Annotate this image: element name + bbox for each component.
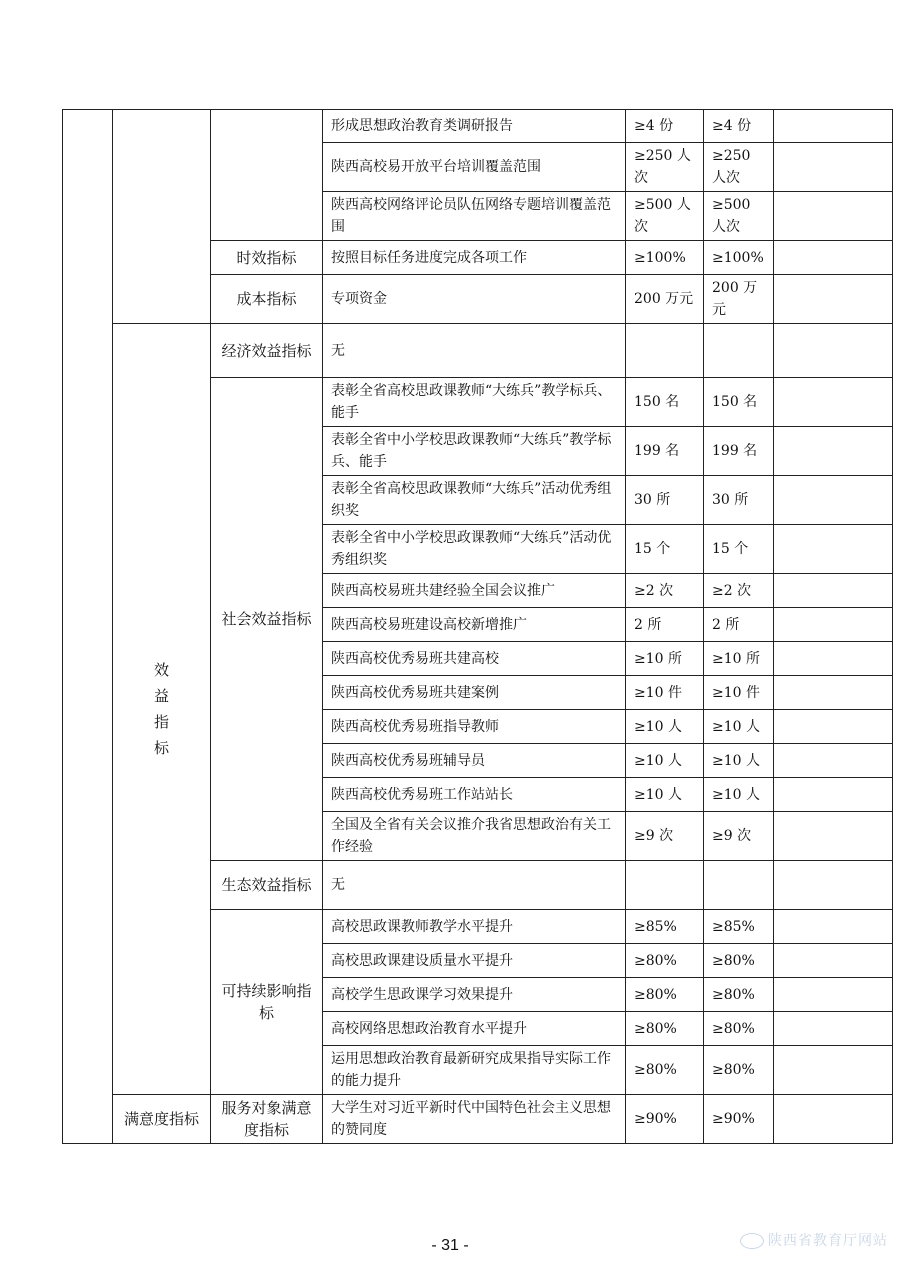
note-cell xyxy=(774,642,893,676)
actual-value: ≥100% xyxy=(704,241,774,275)
indicator-name: 陕西高校优秀易班指导教师 xyxy=(323,710,626,744)
target-value: ≥80% xyxy=(626,944,704,978)
actual-value: 30 所 xyxy=(704,476,774,525)
third-level-indicator: 可持续影响指标 xyxy=(211,910,323,1095)
target-value: ≥500 人次 xyxy=(626,192,704,241)
target-value: ≥9 次 xyxy=(626,812,704,861)
note-cell xyxy=(774,778,893,812)
note-cell xyxy=(774,608,893,642)
target-value: ≥4 份 xyxy=(626,110,704,143)
target-value: 30 所 xyxy=(626,476,704,525)
target-value xyxy=(626,861,704,910)
actual-value: 199 名 xyxy=(704,427,774,476)
watermark-text: 陕西省教育厅网站 xyxy=(768,1233,888,1249)
note-cell xyxy=(774,676,893,710)
actual-value: 200 万元 xyxy=(704,275,774,324)
third-level-indicator: 服务对象满意度指标 xyxy=(211,1095,323,1144)
actual-value: ≥2 次 xyxy=(704,574,774,608)
indicator-name: 表彰全省高校思政课教师“大练兵”活动优秀组织奖 xyxy=(323,476,626,525)
note-cell xyxy=(774,710,893,744)
first-level-blank-cell xyxy=(63,110,113,1144)
actual-value: ≥500 人次 xyxy=(704,192,774,241)
target-value: ≥10 人 xyxy=(626,778,704,812)
target-value: ≥80% xyxy=(626,1046,704,1095)
target-value xyxy=(626,324,704,378)
indicator-name: 表彰全省中小学校思政课教师“大练兵”活动优秀组织奖 xyxy=(323,525,626,574)
note-cell xyxy=(774,275,893,324)
target-value: ≥250 人次 xyxy=(626,143,704,192)
target-value: ≥10 人 xyxy=(626,710,704,744)
table-row xyxy=(63,1095,893,1144)
page-number: - 31 - xyxy=(431,1237,469,1254)
actual-value: ≥10 人 xyxy=(704,778,774,812)
note-cell xyxy=(774,574,893,608)
target-value: ≥100% xyxy=(626,241,704,275)
watermark-logo-icon xyxy=(740,1233,764,1249)
note-cell xyxy=(774,110,893,143)
note-cell xyxy=(774,241,893,275)
table-row xyxy=(63,324,893,378)
target-value: 199 名 xyxy=(626,427,704,476)
indicator-name: 运用思想政治教育最新研究成果指导实际工作的能力提升 xyxy=(323,1046,626,1095)
third-level-indicator: 社会效益指标 xyxy=(211,378,323,861)
third-level-indicator: 经济效益指标 xyxy=(211,324,323,378)
third-level-indicator: 成本指标 xyxy=(211,275,323,324)
actual-value: 2 所 xyxy=(704,608,774,642)
target-value: ≥2 次 xyxy=(626,574,704,608)
indicator-name: 陕西高校易班建设高校新增推广 xyxy=(323,608,626,642)
actual-value xyxy=(704,324,774,378)
third-level-blank-cell xyxy=(211,110,323,241)
actual-value: ≥9 次 xyxy=(704,812,774,861)
indicator-name: 无 xyxy=(323,324,626,378)
indicator-name: 高校网络思想政治教育水平提升 xyxy=(323,1012,626,1046)
target-value: ≥85% xyxy=(626,910,704,944)
indicator-name: 表彰全省中小学校思政课教师“大练兵”教学标兵、能手 xyxy=(323,427,626,476)
third-level-indicator: 生态效益指标 xyxy=(211,861,323,910)
indicator-name: 专项资金 xyxy=(323,275,626,324)
second-level-indicator-effect xyxy=(113,324,211,1095)
effect-label: 效益指标 xyxy=(153,661,169,757)
indicator-name: 高校学生思政课学习效果提升 xyxy=(323,978,626,1012)
target-value: 200 万元 xyxy=(626,275,704,324)
target-value: ≥90% xyxy=(626,1095,704,1144)
target-value: ≥80% xyxy=(626,978,704,1012)
target-value: 15 个 xyxy=(626,525,704,574)
note-cell xyxy=(774,427,893,476)
actual-value: ≥250 人次 xyxy=(704,143,774,192)
actual-value: ≥10 人 xyxy=(704,710,774,744)
second-level-indicator-satisfaction: 满意度指标 xyxy=(113,1095,211,1144)
indicator-name: 陕西高校优秀易班共建高校 xyxy=(323,642,626,676)
actual-value: ≥85% xyxy=(704,910,774,944)
indicator-name: 陕西高校易开放平台培训覆盖范围 xyxy=(323,143,626,192)
indicator-name: 陕西高校易班共建经验全国会议推广 xyxy=(323,574,626,608)
target-value: ≥10 人 xyxy=(626,744,704,778)
indicator-name: 陕西高校网络评论员队伍网络专题培训覆盖范围 xyxy=(323,192,626,241)
note-cell xyxy=(774,324,893,378)
actual-value: ≥80% xyxy=(704,944,774,978)
actual-value: ≥4 份 xyxy=(704,110,774,143)
note-cell xyxy=(774,1012,893,1046)
note-cell xyxy=(774,378,893,427)
actual-value: ≥80% xyxy=(704,1046,774,1095)
note-cell xyxy=(774,910,893,944)
performance-indicator-table xyxy=(62,109,893,1144)
indicator-name: 陕西高校优秀易班共建案例 xyxy=(323,676,626,710)
actual-value: ≥10 所 xyxy=(704,642,774,676)
actual-value: ≥80% xyxy=(704,1012,774,1046)
target-value: ≥10 所 xyxy=(626,642,704,676)
note-cell xyxy=(774,1046,893,1095)
second-level-blank-cell xyxy=(113,110,211,324)
indicator-name: 高校思政课建设质量水平提升 xyxy=(323,944,626,978)
indicator-name: 陕西高校优秀易班工作站站长 xyxy=(323,778,626,812)
target-value: 2 所 xyxy=(626,608,704,642)
actual-value: ≥80% xyxy=(704,978,774,1012)
indicator-name: 按照目标任务进度完成各项工作 xyxy=(323,241,626,275)
note-cell xyxy=(774,192,893,241)
actual-value: 15 个 xyxy=(704,525,774,574)
note-cell xyxy=(774,812,893,861)
indicator-name: 全国及全省有关会议推介我省思想政治有关工作经验 xyxy=(323,812,626,861)
table-row xyxy=(63,110,893,143)
note-cell xyxy=(774,476,893,525)
note-cell xyxy=(774,861,893,910)
actual-value: ≥10 人 xyxy=(704,744,774,778)
indicator-name: 大学生对习近平新时代中国特色社会主义思想的赞同度 xyxy=(323,1095,626,1144)
actual-value: 150 名 xyxy=(704,378,774,427)
note-cell xyxy=(774,525,893,574)
indicator-name: 无 xyxy=(323,861,626,910)
target-value: ≥80% xyxy=(626,1012,704,1046)
note-cell xyxy=(774,744,893,778)
note-cell xyxy=(774,944,893,978)
note-cell xyxy=(774,1095,893,1144)
third-level-indicator: 时效指标 xyxy=(211,241,323,275)
note-cell xyxy=(774,978,893,1012)
target-value: ≥10 件 xyxy=(626,676,704,710)
indicator-name: 陕西高校优秀易班辅导员 xyxy=(323,744,626,778)
actual-value: ≥90% xyxy=(704,1095,774,1144)
indicator-name: 形成思想政治教育类调研报告 xyxy=(323,110,626,143)
indicator-name: 高校思政课教师教学水平提升 xyxy=(323,910,626,944)
actual-value xyxy=(704,861,774,910)
note-cell xyxy=(774,143,893,192)
site-watermark xyxy=(740,1230,888,1250)
indicator-name: 表彰全省高校思政课教师“大练兵”教学标兵、能手 xyxy=(323,378,626,427)
actual-value: ≥10 件 xyxy=(704,676,774,710)
target-value: 150 名 xyxy=(626,378,704,427)
